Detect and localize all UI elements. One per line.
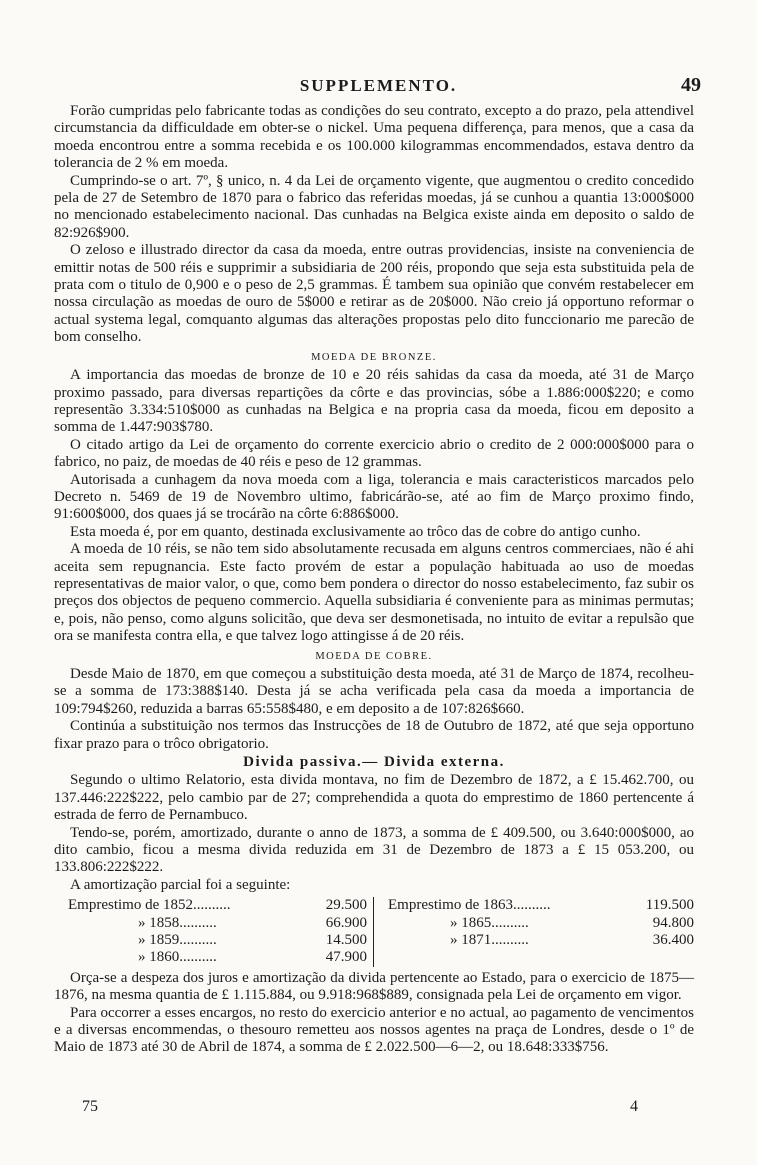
paragraph: Esta moeda é, por em quanto, destinada exclusivamente ao trôco das de cobre do antigo cunho. [70,523,641,540]
loan-value: 14.500 [325,932,367,949]
table-row [68,949,367,966]
section-heading-divida: Divida passiva.— Divida externa. [243,754,505,771]
loan-value: 66.900 [325,914,367,931]
loan-value: 29.500 [325,897,367,914]
page-footer [0,1098,757,1118]
loan-value: 94.800 [652,914,694,931]
page-body [54,103,694,1057]
paragraph: A importancia das moedas de bronze de 10 e 20 réis sahidas da casa da moeda, até 31 de Março proximo passado, para diversas repartições da côrte e das provincias, sóbe a 1.886:000$220; e como representão 3.334:510$000 as cunhadas na Belgica e na propria casa da moeda, ficou em deposito a somma de 1.447:903$780. [54,367,694,436]
paragraph: Autorisada a cunhagem da nova moeda com a liga, tolerancia e mais caracteristicos marcados pelo Decreto n. 5469 de 19 de Novembro ultimo, fabricárão-se, até ao fim de Março proximo findo, 91:600$000, dos quaes já se trocárão na côrte 6:886$000. [54,471,694,523]
loan-value: 36.400 [652,932,694,949]
loan-label: » 1858.......... [138,914,217,931]
table-row [388,932,694,949]
paragraph: O citado artigo da Lei de orçamento do corrente exercicio abrio o credito de 2 000:000$000 para o fabrico, no paiz, de moedas de 40 réis e peso de 12 grammas. [54,436,694,471]
table-row [388,897,694,914]
table-row [68,915,367,932]
paragraph: A amortização parcial foi a seguinte: [70,876,291,893]
paragraph: Segundo o ultimo Relatorio, esta divida montava, no fim de Dezembro de 1872, a £ 15.462.700, ou 137.446:222$222, pelo cambio par de 27; comprehendida a quota do emprestimo de 1860 pertencente á estrada de ferro de Pernambuco. [54,772,694,824]
amortization-column-left [54,897,374,967]
loan-label: Emprestimo de 1852.......... [68,897,231,914]
table-row [68,897,367,914]
section-heading-cobre: MOEDA DE COBRE. [315,650,433,662]
paragraph: Tendo-se, porém, amortizado, durante o anno de 1873, a somma de £ 409.500, ou 3.640:000$000, ao dito cambio, ficou a mesma divida reduzida em 31 de Dezembro de 1873 a £ 15 053.200, ou 133.806:222$222. [54,824,694,876]
page-number: 49 [681,74,701,96]
loan-value: 47.900 [325,949,367,966]
paragraph: Continúa a substituição nos termos das Instrucções de 18 de Outubro de 1872, até que seja opportuno fixar prazo para o trôco obrigatorio. [54,718,694,752]
paragraph: O zeloso e illustrado director da casa da moeda, entre outras providencias, insiste na conveniencia de emittir notas de 500 réis e supprimir a subsidiaria de 200 réis, propondo que seja esta substituida pela de prata com o titulo de 0,900 e o peso de 2,5 grammas. É tambem sua opinião que convém restabelecer em nossa circulação as moedas de ouro de 5$000 e retirar as de 20$000. Não creio já opportuno reformar o actual systema legal, comquanto algumas das alterações propostas pelo dito funccionario me parecão de bom conselho. [54,242,694,346]
loan-label: Emprestimo de 1863.......... [388,897,551,914]
paragraph: Cumprindo-se o art. 7º, § unico, n. 4 da Lei de orçamento vigente, que augmentou o credito concedido pela de 27 de Setembro de 1870 para o fabrico das referidas moedas, já se cunhou a quantia 13:000$000 no mencionado estabelecimento nacional. Das cunhadas na Belgica existe ainda em deposito o saldo de 82:926$900. [54,172,694,241]
paragraph: A moeda de 10 réis, se não tem sido absolutamente recusada em alguns centros commerciaes, não é ahi aceita sem repugnancia. Este facto provém de estar a população habituada ao uso de moedas representativas de maior valor, o que, como bem pondera o director do nosso estabelecimento, faz subir os preços dos objectos de pequeno commercio. Aquella subsidiaria é conveniente para as minimas permutas; e, pois, não penso, como alguns solicitão, que deva ser desmonetisada, no intuito de evitar a repulsão que ora se manifesta contra ella, e que talvez logo attingisse á de 20 réis. [54,541,694,645]
signature-mark: 75 [82,1098,98,1115]
page-title: SUPPLEMENTO. [299,76,458,95]
table-row [68,932,367,949]
loan-value: 119.500 [645,897,694,914]
paragraph: Para occorrer a esses encargos, no resto do exercicio anterior e no actual, ao pagamento de vencimentos e a diversas encommendas, o thesouro remetteu aos nossos agentes na praça de Londres, desde o 1º de Maio de 1873 até 30 de Abril de 1874, a somma de £ 2.022.500—6—2, ou 18.648:333$756. [54,1004,694,1056]
paragraph: Orça-se a despeza dos juros e amortização da divida pertencente ao Estado, para o exercicio de 1875—1876, na mesma quantia de £ 1.115.884, ou 9.918:968$889, consignada pela Lei de orçamento em vigor. [54,969,694,1004]
paragraph: Desde Maio de 1870, em que começou a substituição desta moeda, até 31 de Março de 1874, recolheu-se a somma de 173:388$140. Desta já se acha verificada pela casa da moeda a importancia de 109:794$260, reduzida a barras 65:558$480, e em deposito a de 107:826$660. [54,666,694,717]
page-header [0,76,757,102]
fold-number: 4 [630,1098,638,1115]
amortization-table [54,897,694,967]
loan-label: » 1865.......... [450,914,529,931]
paragraph: Forão cumpridas pelo fabricante todas as condições do seu contrato, excepto a do prazo, pela attendivel circumstancia da difficuldade em obter-se o nickel. Uma pequena differença, para menos, que a casa da moeda encontrou entre a somma recebida e os 100.000 kilogrammas encommendados, estava dentro da tolerancia de 2 % em moeda. [54,103,694,172]
table-row [388,915,694,932]
amortization-column-right [374,897,694,967]
loan-label: » 1859.......... [138,932,217,949]
section-heading-bronze: MOEDA DE BRONZE. [311,351,437,363]
loan-label: » 1860.......... [138,949,217,966]
loan-label: » 1871.......... [450,932,529,949]
